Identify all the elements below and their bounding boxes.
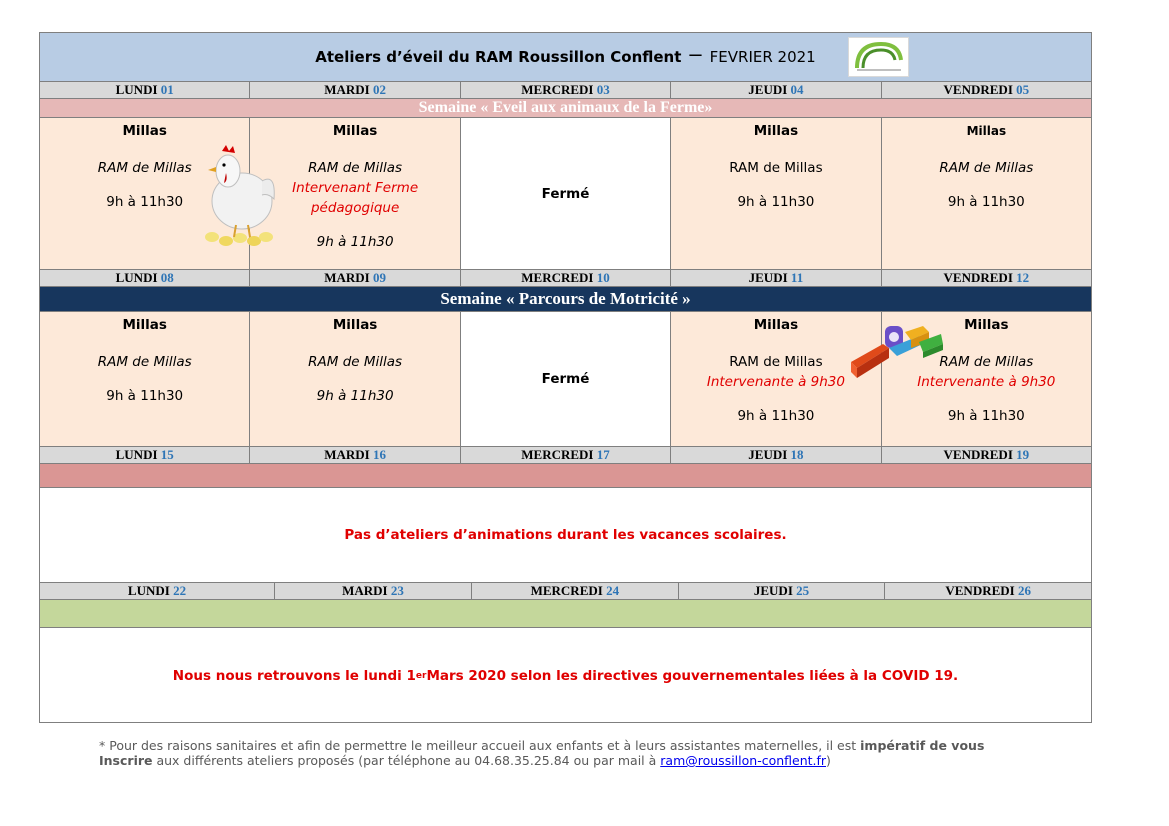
day-header: VENDREDI 05 xyxy=(943,82,1030,97)
day-header: MERCREDI 24 xyxy=(472,583,679,599)
activity-venue: RAM de Millas xyxy=(729,354,823,370)
day-header: MARDI 09 xyxy=(250,270,460,286)
activity-hours: 9h à 11h30 xyxy=(737,408,815,424)
activity-hours: 9h à 11h30 xyxy=(316,388,394,404)
activity-venue: RAM de Millas xyxy=(308,354,403,370)
activity-venue: RAM de Millas xyxy=(97,354,192,370)
activity-venue: RAM de Millas xyxy=(97,160,192,176)
day-header: VENDREDI 12 xyxy=(943,270,1030,285)
week1-days xyxy=(40,82,1091,99)
activity-speaker: Intervenant Ferme xyxy=(292,180,419,196)
activity-cell xyxy=(250,118,460,269)
week2-theme-banner: Semaine « Parcours de Motricité » xyxy=(40,287,1091,312)
activity-speaker: Intervenante à 9h30 xyxy=(706,374,845,390)
activity-hours: 9h à 11h30 xyxy=(947,194,1025,210)
activity-venue: RAM de Millas xyxy=(729,160,823,176)
day-header: MERCREDI 10 xyxy=(461,270,671,286)
activity-hours: 9h à 11h30 xyxy=(106,388,184,404)
activity-place: Millas xyxy=(753,123,799,139)
day-header: MARDI 02 xyxy=(250,82,460,98)
activity-cell xyxy=(671,118,881,269)
activity-speaker-detail: pédagogique xyxy=(310,200,400,216)
day-header: MARDI 23 xyxy=(275,583,472,599)
activity-cell xyxy=(250,312,460,446)
page-title: Ateliers d’éveil du RAM Roussillon Conflent xyxy=(315,48,682,66)
title-bar xyxy=(40,33,1091,82)
week2-activities xyxy=(40,312,1091,447)
week1-activities xyxy=(40,118,1091,270)
activity-cell xyxy=(882,312,1091,446)
activity-place: Millas xyxy=(964,317,1009,333)
day-header: JEUDI 25 xyxy=(679,583,886,599)
footer-note: * Pour des raisons sanitaires et afin de permettre le meilleur accueil aux enfants et à leurs assistantes maternelles, il est impératif de vous Inscrire aux différents ateliers proposés (par téléphone au 04.68.35.25.84 ou par mail à ram@roussillon-conflent.fr) xyxy=(99,738,985,768)
email-link[interactable]: ram@roussillon-conflent.fr xyxy=(660,753,827,768)
activity-place: Millas xyxy=(332,123,378,139)
week4-banner xyxy=(40,600,1091,628)
activity-hours: 9h à 11h30 xyxy=(737,194,815,210)
week3-days xyxy=(40,447,1091,464)
activity-venue: RAM de Millas xyxy=(939,354,1034,370)
week1-theme-banner: Semaine « Eveil aux animaux de la Ferme» xyxy=(40,99,1091,118)
day-header: LUNDI 15 xyxy=(40,447,250,463)
day-header: MERCREDI 17 xyxy=(461,447,671,463)
week2-days xyxy=(40,270,1091,287)
activity-place: Millas xyxy=(966,124,1007,138)
title-dash: – xyxy=(689,41,702,66)
activity-place: Millas xyxy=(122,317,167,333)
day-header: LUNDI 08 xyxy=(40,270,250,286)
activity-cell xyxy=(882,118,1091,269)
activity-place: Millas xyxy=(753,317,799,333)
activity-speaker: Intervenante à 9h30 xyxy=(917,374,1056,390)
day-header: LUNDI 22 xyxy=(40,583,275,599)
activity-hours: 9h à 11h30 xyxy=(106,194,184,210)
day-header: JEUDI 18 xyxy=(671,447,881,463)
activity-venue: RAM de Millas xyxy=(939,160,1034,176)
calendar-sheet xyxy=(39,32,1092,723)
activity-cell xyxy=(40,312,250,446)
day-header: VENDREDI 26 xyxy=(945,583,1031,598)
day-header: LUNDI 01 xyxy=(40,82,250,98)
week4-days xyxy=(40,583,1091,600)
closed-cell: Fermé xyxy=(461,118,671,269)
ram-logo xyxy=(848,37,909,77)
hen-illustration xyxy=(200,133,280,257)
activity-hours: 9h à 11h30 xyxy=(316,234,394,250)
activity-place: Millas xyxy=(332,317,378,333)
week3-banner xyxy=(40,464,1091,488)
day-header: JEUDI 11 xyxy=(671,270,881,286)
activity-venue: RAM de Millas xyxy=(308,160,403,176)
month-label: FEVRIER 2021 xyxy=(709,48,816,66)
closed-cell: Fermé xyxy=(461,312,671,446)
holiday-note: Pas d’ateliers d’animations durant les vacances scolaires. xyxy=(40,488,1091,583)
activity-cell xyxy=(671,312,881,446)
activity-hours: 9h à 11h30 xyxy=(947,408,1025,424)
day-header: MERCREDI 03 xyxy=(461,82,671,98)
day-header: MARDI 16 xyxy=(250,447,460,463)
day-header: VENDREDI 19 xyxy=(943,447,1030,462)
activity-place: Millas xyxy=(122,123,167,139)
return-note: Nous nous retrouvons le lundi 1 er Mars 2020 selon les directives gouvernementales liées à la COVID 19. xyxy=(40,628,1091,722)
day-header: JEUDI 04 xyxy=(671,82,881,98)
